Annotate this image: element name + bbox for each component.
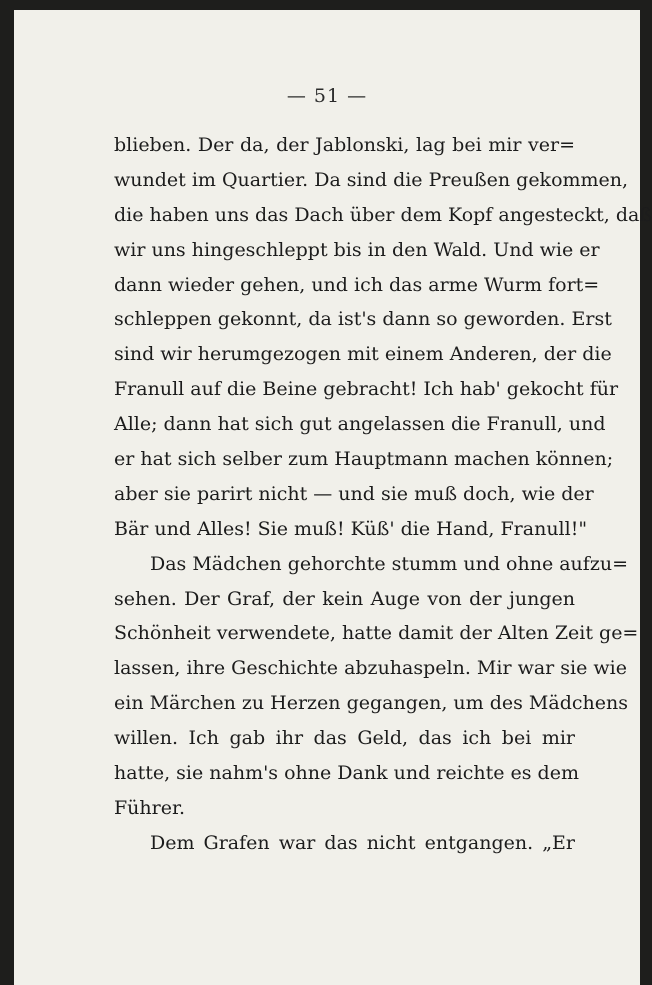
text-line: Alle; dann hat sich gut angelassen die Franull, und <box>114 413 606 436</box>
text-line: Das Mädchen gehorchte stumm und ohne aufzu= <box>150 552 628 575</box>
text-line: wundet im Quartier. Da sind die Preußen gekommen, <box>114 168 629 191</box>
text-line: aber sie parirt nicht — und sie muß doch, wie der <box>114 482 594 505</box>
paragraph <box>114 128 652 547</box>
text-line: schleppen gekonnt, da ist's dann so geworden. Erst <box>114 308 612 331</box>
text-line: hatte, sie nahm's ohne Dank und reichte es dem <box>114 762 579 785</box>
text-line: sind wir herumgezogen mit einem Anderen, der die <box>114 343 612 366</box>
book-page <box>14 10 652 985</box>
text-line: ein Märchen zu Herzen gegangen, um des Mädchens <box>114 692 628 715</box>
text-line: wir uns hingeschleppt bis in den Wald. Und wie er <box>114 238 600 261</box>
text-line: Bär und Alles! Sie muß! Küß' die Hand, Franull!" <box>114 517 588 540</box>
text-line: Schönheit verwendete, hatte damit der Alten Zeit ge= <box>114 622 639 645</box>
page-number: — 51 — <box>286 85 368 107</box>
text-line: blieben. Der da, der Jablonski, lag bei mir ver= <box>114 134 575 156</box>
text-line: Führer. <box>114 796 186 819</box>
paragraph <box>114 547 639 826</box>
text-body <box>114 128 652 861</box>
text-line: die haben uns das Dach über dem Kopf angesteckt, daß <box>114 203 652 226</box>
text-line: lassen, ihre Geschichte abzuhaspeln. Mir war sie wie <box>114 657 627 680</box>
text-line: er hat sich selber zum Hauptmann machen können; <box>114 448 614 471</box>
text-line: Franull auf die Beine gebracht! Ich hab' gekocht für <box>114 378 619 401</box>
paragraph <box>114 826 575 861</box>
text-line: dann wieder gehen, und ich das arme Wurm fort= <box>114 273 600 296</box>
text-line: Dem Grafen war das nicht entgangen. „Er <box>150 831 575 854</box>
text-line: sehen. Der Graf, der kein Auge von der jungen <box>114 587 575 610</box>
text-line: willen. Ich gab ihr das Geld, das ich bei mir <box>114 727 575 750</box>
